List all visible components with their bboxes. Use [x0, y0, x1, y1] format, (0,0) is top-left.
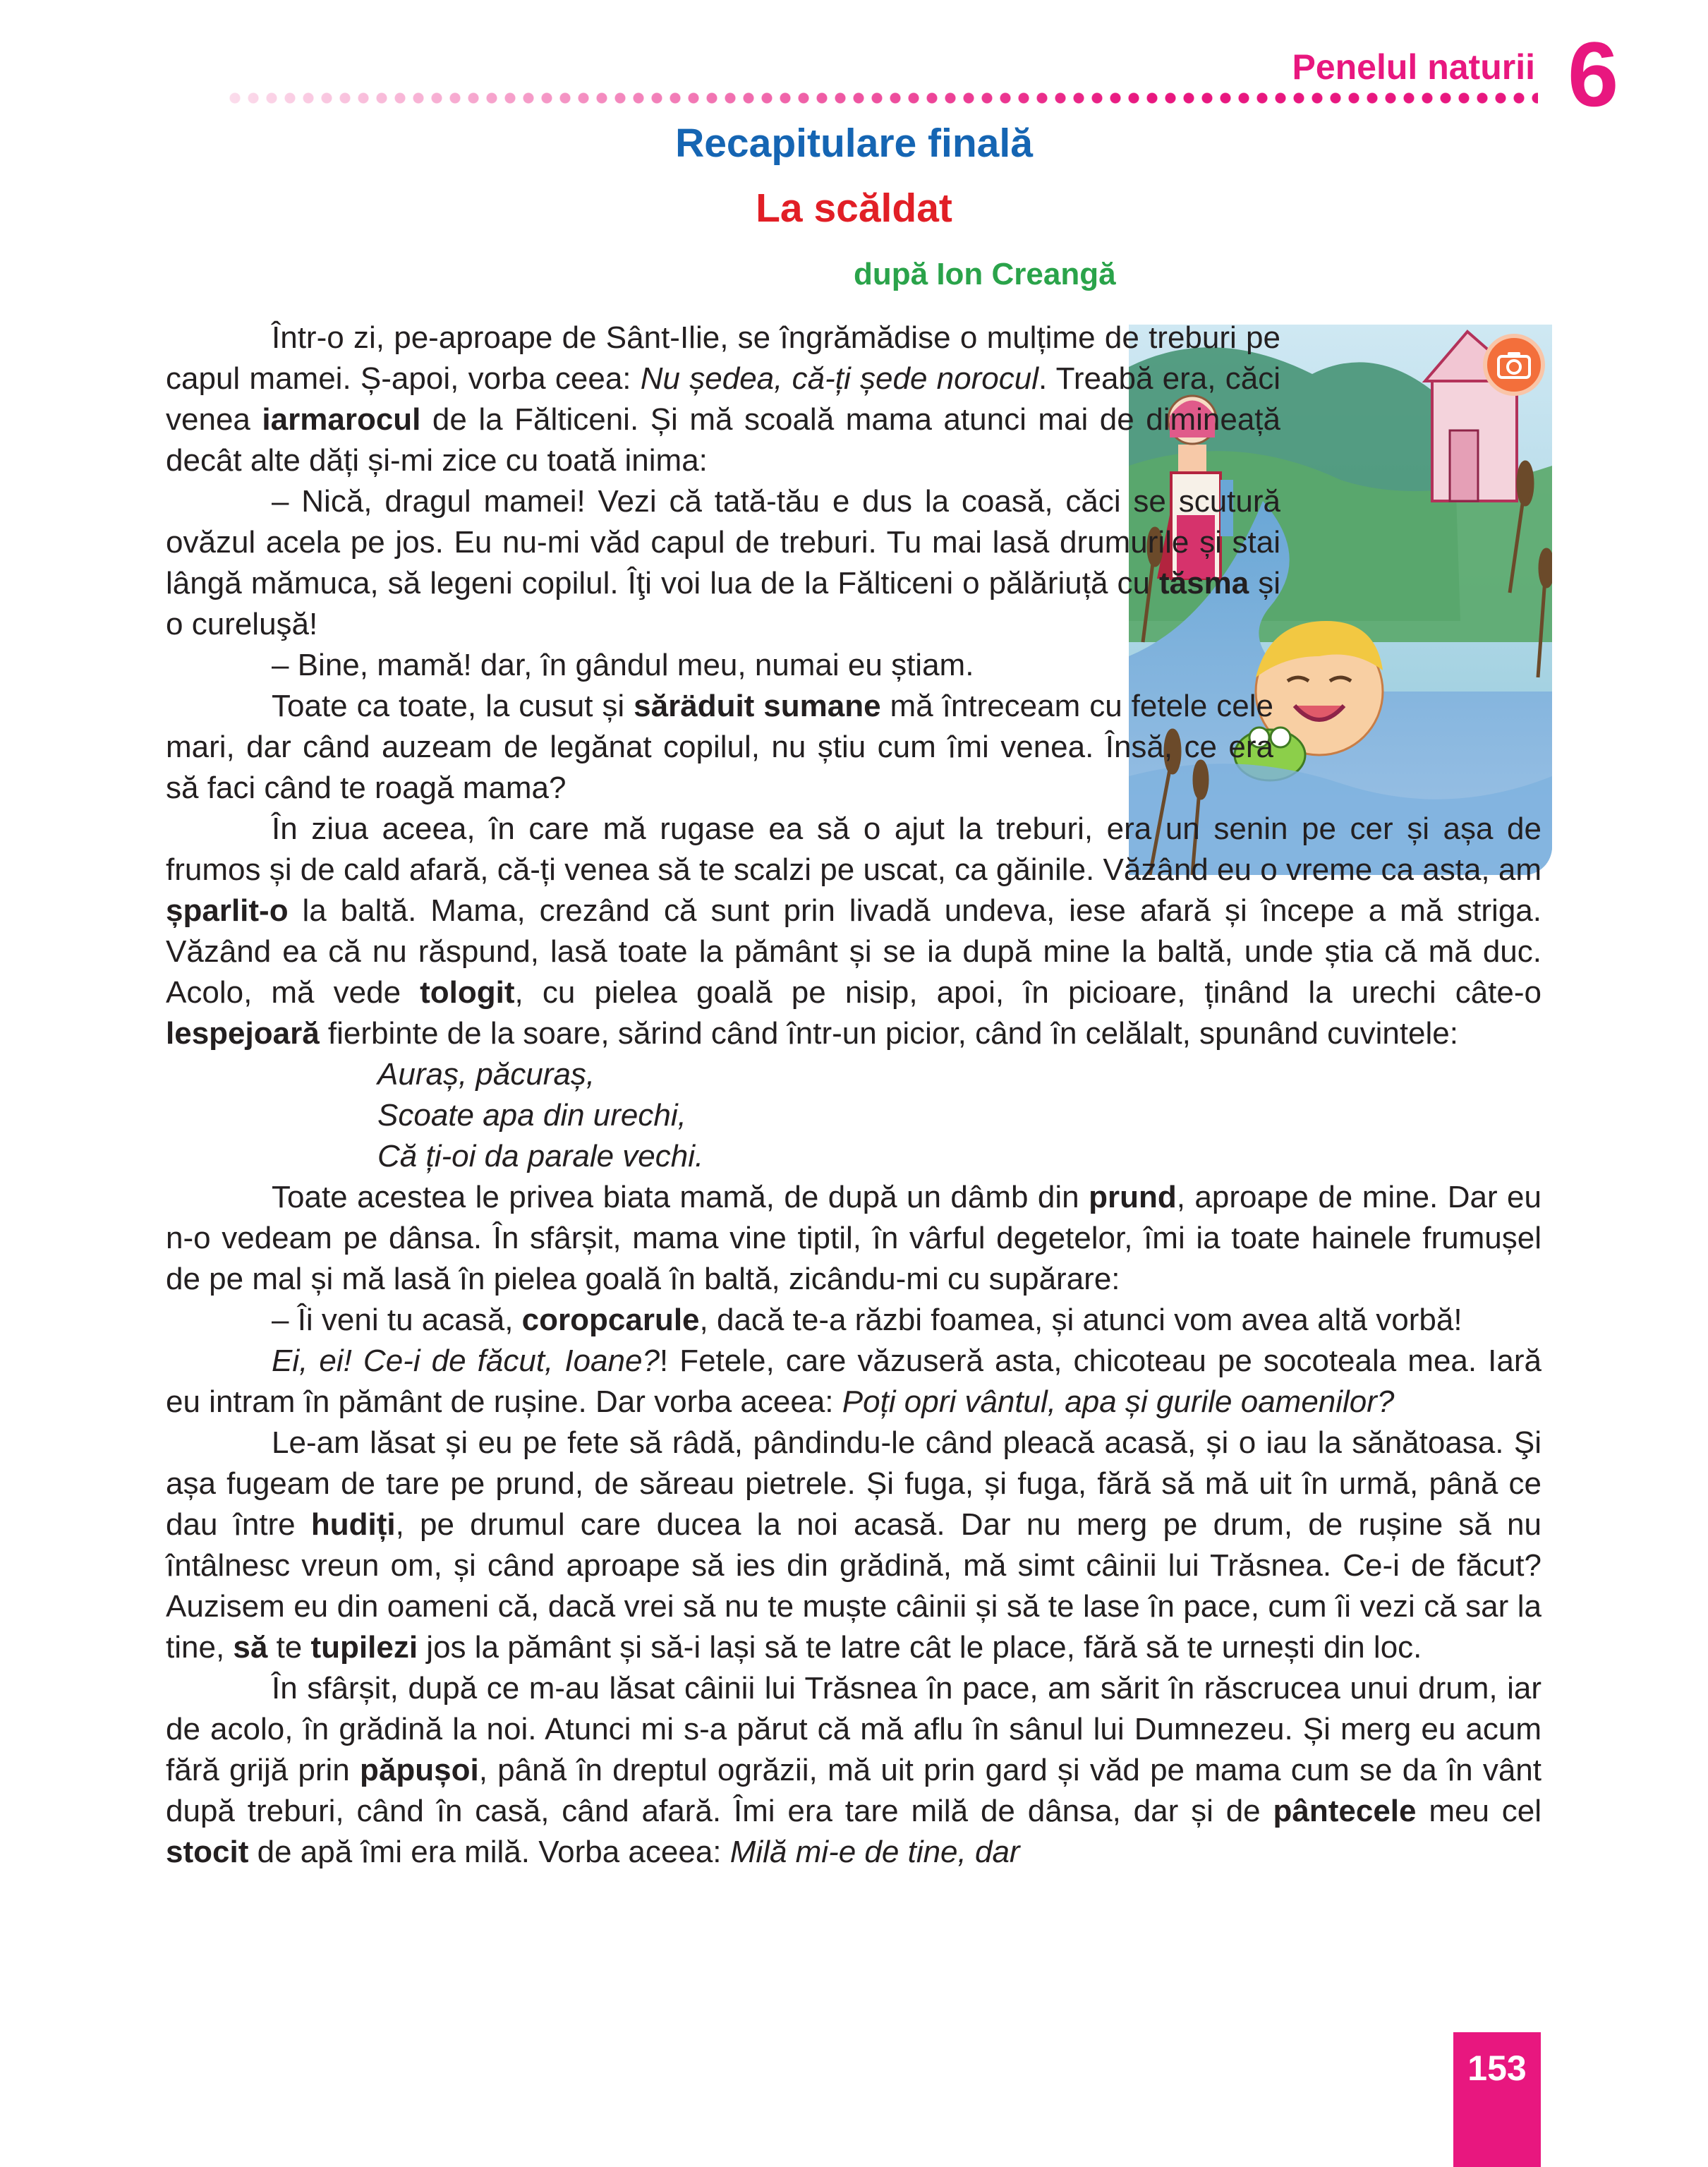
paragraph-2: – Nică, dragul mamei! Vezi că tată-tău e dus la coasă, căci se scutură ovăzul acela pe jos. Eu nu-mi văd capul de treburi. Tu mai lasă drumurile și stai lângă mămuca, să legeni copilul. Îţi voi lua de la Fălticeni o pălăriuță cu tăsma și o cureluşă! — [166, 484, 1280, 641]
chapter-title: Penelul naturii — [1292, 47, 1535, 87]
paragraph-4: Toate ca toate, la cusut și săräduit sumane mă întreceam cu fetele cele mari, dar când auzeam de legănat copilul, nu știu cum îmi venea. Însă, ce era să faci când te roagă mama? — [166, 689, 1273, 805]
verse-line: Că ți-oi da parale vechi. — [377, 1139, 704, 1173]
paragraph-3: – Bine, mamă! dar, în gândul meu, numai eu știam. — [272, 648, 974, 682]
verse-line: Scoate apa din urechi, — [377, 1098, 686, 1133]
paragraph-8: Ei, ei! Ce-i de făcut, Ioane?! Fetele, care văzuseră asta, chicoteau pe socoteala mea. Iară eu intram în pământ de rușine. Dar vorba aceea: Poți opri vântul, apa și gurile oamenilor? — [166, 1344, 1542, 1419]
chapter-number: 6 — [1568, 23, 1619, 126]
paragraph-9: Le-am lăsat și eu pe fete să râdă, pândindu-le când pleacă acasă, și o iau la sănătoasa. Şi așa fugeam de tare pe prund, de săreau pietrele. Și fuga, și fuga, fără să mă uit în urmă, până ce dau între hudiți, pe drumul care ducea la noi acasă. Dar nu merg pe drum, de rușine să nu întâlnesc vreun om, și când aproape să ies din grădină, mă simt câinii lui Trăsnea. Ce-i de făcut? Auzisem eu din oameni că, dacă vrei să nu te muște câinii și să te lase în pace, cum îi vezi că sar la tine, să te tupilezi jos la pământ și să-i lași să te latre cât le place, fără să te urnești din loc. — [166, 1425, 1542, 1665]
author-line: după Ion Creangă — [854, 257, 1116, 291]
paragraph-5: În ziua aceea, în care mă rugase ea să o ajut la treburi, era un senin pe cer și așa de frumos și de cald afară, că-ți venea să te scalzi pe uscat, ca găinile. Văzând eu o vreme ca asta, am șparlit-o la baltă. Mama, crezând că sunt prin livadă undeva, iese afară și începe a mă striga. Văzând ea că nu răspund, lasă toate la pământ și se ia după mine la baltă, unde știa că mă duc. Acolo, mă vede tologit, cu pielea goală pe nisip, apoi, în picioare, ținând la urechi câte-o lespejoară fierbinte de la soare, sărind când într-un picior, când în celălalt, spunând cuvintele: — [166, 811, 1542, 1051]
section-title: Recapitulare finală — [675, 121, 1033, 166]
paragraph-1: Într-o zi, pe-aproape de Sânt-Ilie, se îngrămădise o mulțime de treburi pe capul mamei. Ș-apoi, vorba ceea: Nu ședea, că-ți șede norocul. Treabă era, căci venea iarmarocul de la Fălticeni. Și mă scoală mama atunci mai de dimineață decât alte dăți și-mi zice cu toată inima: — [166, 320, 1281, 478]
paragraph-10: În sfârșit, după ce m-au lăsat câinii lui Trăsnea în pace, am sărit în răscrucea unui drum, iar de acolo, în grădină la noi. Atunci mi s-a părut că mă aflu în sânul lui Dumnezeu. Și merg eu acum fără grijă prin păpușoi, până în dreptul ogrăzii, mă uit prin gard și văd pe mama cum se da în vânt după treburi, când în casă, când afară. Îmi era tare milă de dânsa, dar și de pântecele meu cel stocit de apă îmi era milă. Vorba aceea: Milă mi-e de tine, dar — [166, 1671, 1542, 1869]
story-title: La scăldat — [756, 186, 952, 231]
story-text — [166, 318, 1542, 1873]
paragraph-6: Toate acestea le privea biata mamă, de după un dâmb din prund, aproape de mine. Dar eu n-o vedeam pe dânsa. În sfârșit, mama vine tiptil, în vârful degetelor, îmi ia toate hainele frumușel de pe mal și mă lasă în pielea goală în baltă, zicându-mi cu supărare: — [166, 1180, 1542, 1296]
dotted-header-line — [226, 92, 1538, 104]
paragraph-7: – Îi veni tu acasă, coropcarule, dacă te-a răzbi foamea, și atunci vom avea altă vorbă! — [272, 1303, 1462, 1337]
verse-line: Auraș, păcuraș, — [377, 1057, 595, 1092]
page-number: 153 — [1453, 2032, 1541, 2167]
